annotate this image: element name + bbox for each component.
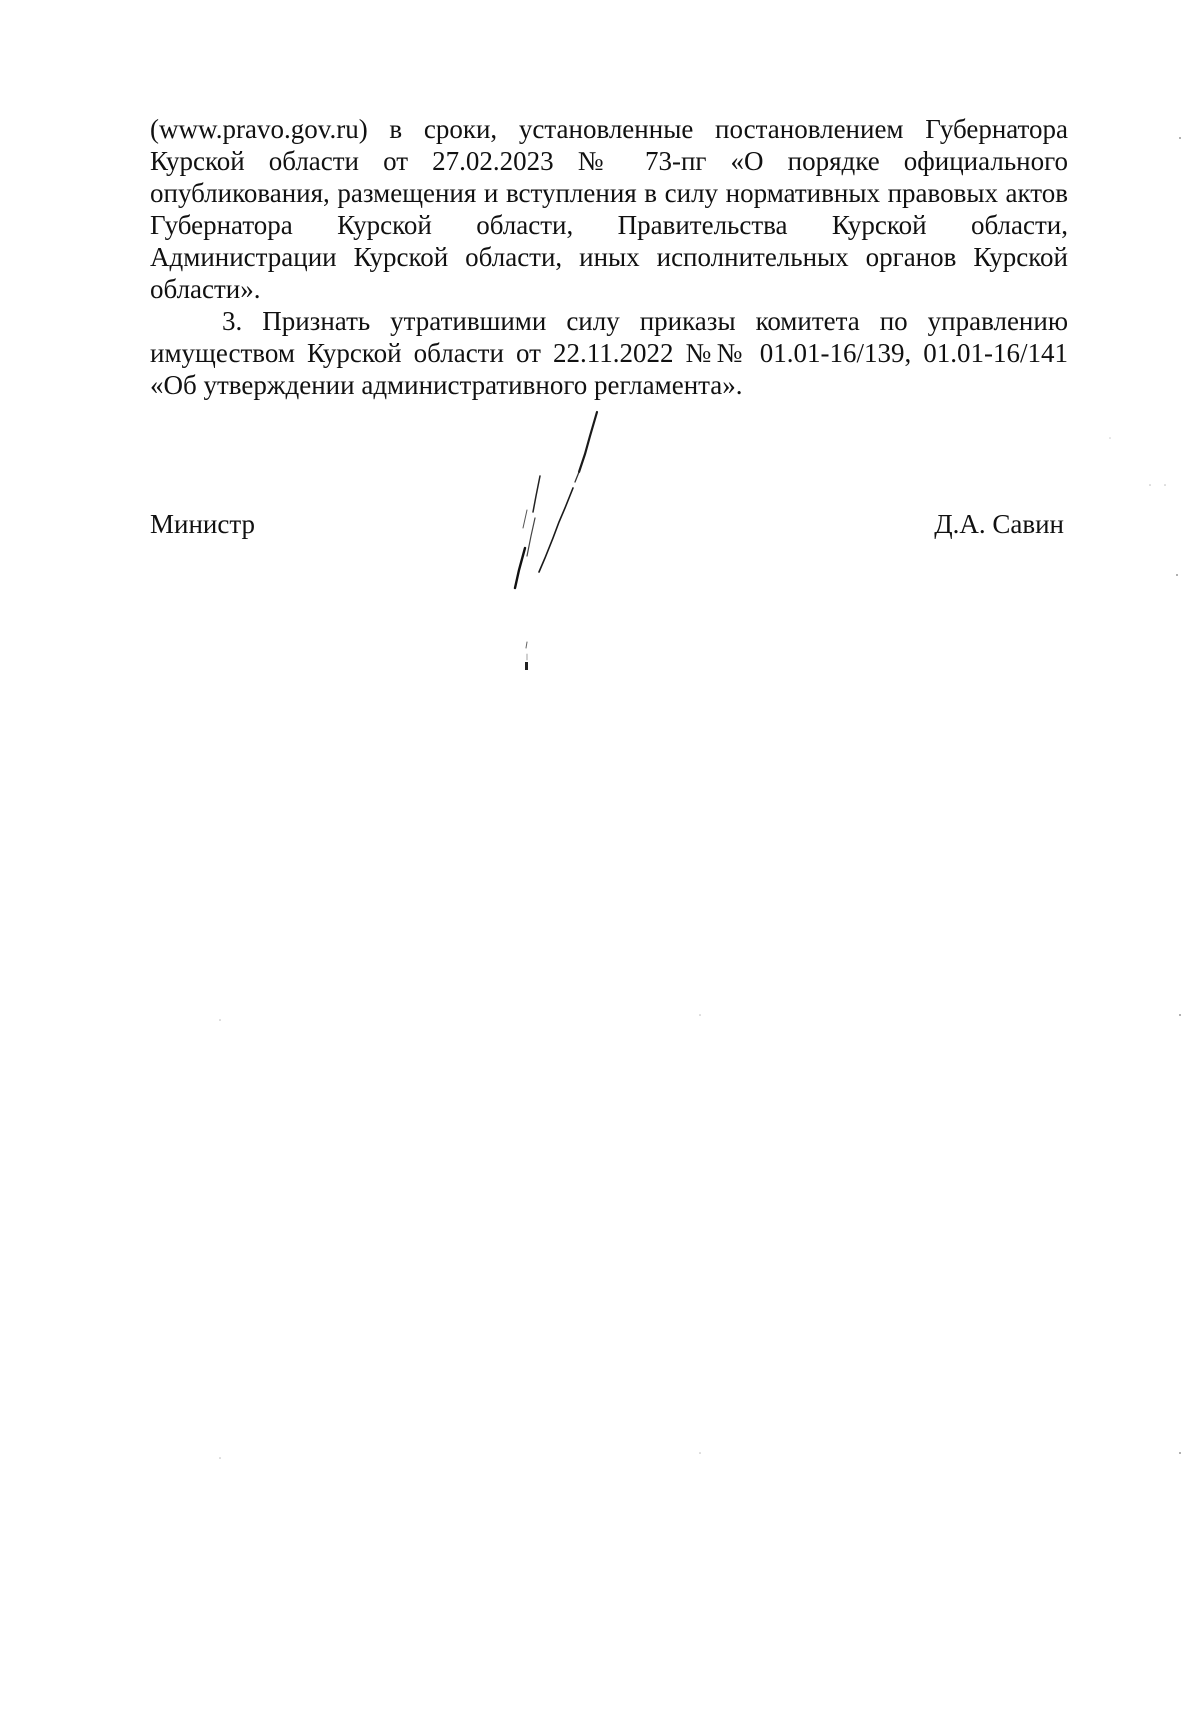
signatory-name: Д.А. Савин bbox=[934, 509, 1064, 539]
signatory-position: Министр bbox=[150, 509, 255, 539]
document-body bbox=[150, 113, 1068, 401]
paragraph-publication-terms: (www.pravo.gov.ru) в сроки, установленные постановлением Губернатора Курской области от 27.02.2023 № 73-пг «О порядке официального опубликования, размещения и вступления в силу нормативных правовых актов Губернатора Курской области, Правительства Курской области, Администрации Курской области, иных исполнительных органов Курской области». bbox=[150, 114, 1068, 304]
signature-block bbox=[150, 508, 1064, 548]
paragraph-item-3: 3. Признать утратившими силу приказы комитета по управлению имуществом Курской области от 22.11.2022 №№ 01.01-16/139, 01.01-16/141 «Об утверждении административного регламента». bbox=[150, 306, 1068, 400]
